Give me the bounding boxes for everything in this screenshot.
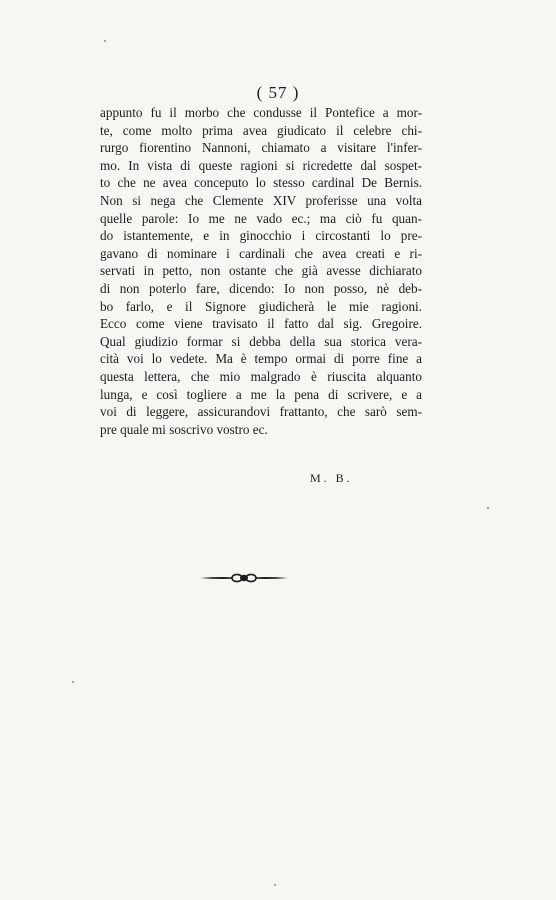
text-line: Ecco come viene travisato il fatto dal sig. Gregoire. (100, 316, 422, 332)
text-line: rurgo fiorentino Nannoni, chiamato a visitare l'infer- (100, 140, 422, 156)
text-line: quelle parole: Io me ne vado ec.; ma ciò fu quan- (100, 210, 422, 226)
text-line: servati in petto, non ostante che già avesse dichiarato (100, 263, 422, 279)
text-line: te, come molto prima avea giudicato il celebre chi- (100, 122, 422, 138)
ornament-rule-icon (198, 571, 290, 585)
text-line: pre quale mi soscrivo vostro ec. (100, 421, 268, 437)
page-number: ( 57 ) (256, 83, 300, 102)
text-line: appunto fu il morbo che condusse il Pontefice a mor- (100, 105, 422, 120)
letter-text (100, 104, 422, 438)
text-line: Qual giudizio formar si debba della sua storica vera- (100, 333, 422, 349)
ornament-divider (198, 571, 290, 590)
text-line: voi di leggere, assicurandovi frattanto, che sarò sem- (100, 404, 422, 420)
text-line: bo farlo, e il Signore giudicherà le mie ragioni. (100, 298, 422, 314)
signature: M. B. (310, 471, 353, 485)
print-speck (104, 40, 106, 42)
text-line: mo. In vista di queste ragioni si ricredette dal sospet- (100, 157, 422, 173)
print-speck (72, 681, 74, 683)
text-line: lunga, e così togliere a me la pena di scrivere, e a (100, 386, 422, 402)
text-line: cità voi lo vedete. Ma è tempo ormai di porre fine a (100, 351, 422, 367)
text-line: di non poterlo fare, dicendo: Io non posso, nè deb- (100, 280, 422, 296)
text-line: to che ne avea conceputo lo stesso cardinal De Bernis. (100, 175, 422, 191)
print-speck (487, 507, 489, 509)
text-line: Non si nega che Clemente XIV proferisse una volta (100, 192, 422, 208)
text-line: questa lettera, che mio malgrado è riuscita alquanto (100, 368, 422, 384)
print-speck (274, 884, 276, 886)
text-line: do istantemente, e in ginocchio i circostanti lo pre- (100, 228, 422, 244)
text-line: gavano di nominare i cardinali che avea creati e ri- (100, 245, 422, 261)
